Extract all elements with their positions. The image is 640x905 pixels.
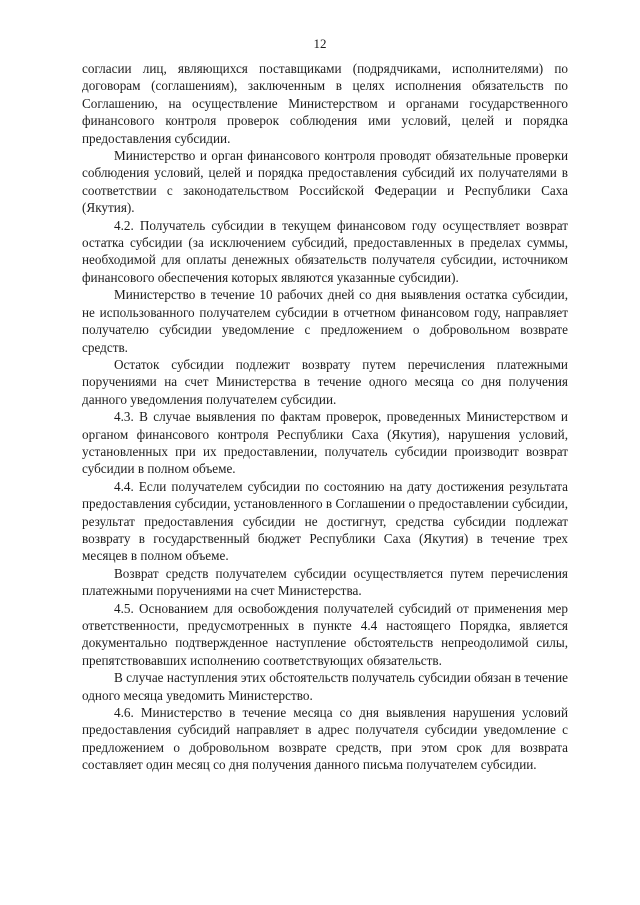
paragraph-4-4: 4.4. Если получателем субсидии по состоянию на дату достижения результата предоставления субсидии, установленного в Соглашении о предоставлении субсидии, результат предоставления субсидии не достигнут, средства субсидии подлежат возврату в государственный бюджет Республики Саха (Якутия) в течение трех месяцев в полном объеме. [82, 478, 568, 564]
paragraph-remainder-return: Остаток субсидии подлежит возврату путем перечисления платежными поручениями на счет Министерства в течение одного месяца со дня получения данного уведомления получателем субсидии. [82, 356, 568, 407]
paragraph-continuation: согласии лиц, являющихся поставщиками (подрядчиками, исполнителями) по договорам (соглашениям), заключенным в целях исполнения обязательств по Соглашению, на осуществление Министерством и органами государственного финансового контроля проверок соблюдения ими условий, целей и порядка предоставления субсидии. [82, 61, 568, 146]
paragraph-return-method: Возврат средств получателем субсидии осуществляется путем перечисления платежными поручениями на счет Министерства. [82, 565, 568, 599]
page-number: 12 [313, 36, 327, 51]
paragraph-4-2: 4.2. Получатель субсидии в текущем финансовом году осуществляет возврат остатка субсидии (за исключением субсидий, предоставленных в пределах суммы, необходимой для оплаты денежных обязательств получателя субсидии, источником финансового обеспечения которых являются указанные субсидии). [82, 217, 568, 285]
document-body [82, 60, 568, 774]
paragraph-force-majeure-notice: В случае наступления этих обстоятельств получатель субсидии обязан в течение одного месяца уведомить Министерство. [82, 670, 568, 703]
paragraph-notification: Министерство в течение 10 рабочих дней со дня выявления остатка субсидии, не использованного получателем субсидии в отчетном финансовом году, направляет получателю субсидии уведомление с предложением о добровольном возврате средств. [82, 287, 568, 355]
paragraph-inspections: Министерство и орган финансового контроля проводят обязательные проверки соблюдения условий, целей и порядка предоставления субсидий их получателями в соответствии с законодательством Российской Федерации и Республики Саха (Якутия). [82, 148, 568, 216]
paragraph-4-5: 4.5. Основанием для освобождения получателей субсидий от применения мер ответственности, предусмотренных в пункте 4.4 настоящего Порядка, является документально подтвержденное наступление обстоятельств непреодолимой силы, препятствовавших исполнению соответствующих обязательств. [82, 600, 568, 668]
paragraph-4-6: 4.6. Министерство в течение месяца со дня выявления нарушения условий предоставления субсидий направляет в адрес получателя субсидии уведомление с предложением о добровольном возврате средств, при этом срок для возврата составляет один месяц со дня получения данного письма получателем субсидии. [82, 705, 568, 773]
paragraph-4-3: 4.3. В случае выявления по фактам проверок, проведенных Министерством и органом финансового контроля Республики Саха (Якутия), нарушения условий, установленных при их предоставлении, получатель субсидии производит возврат субсидии в полном объеме. [82, 409, 568, 477]
